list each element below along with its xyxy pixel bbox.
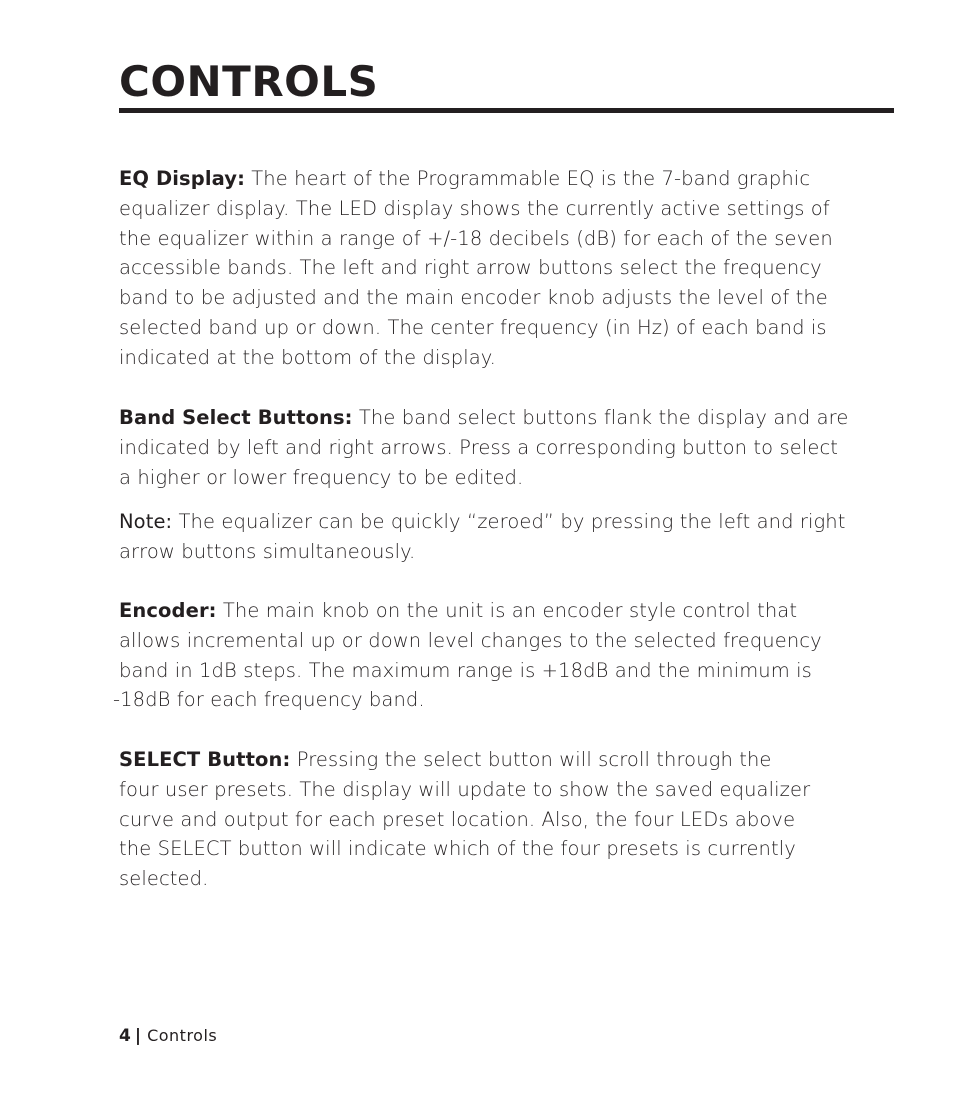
section-line <box>119 596 899 626</box>
section-text: -18dB for each frequency band. <box>113 688 425 712</box>
section-line <box>119 507 899 537</box>
section-text: a higher or lower frequency to be edited. <box>119 465 524 489</box>
section-label: Band Select Buttons: <box>119 406 353 429</box>
section-text: indicated at the bottom of the display. <box>119 345 496 369</box>
section-text: selected band up or down. The center frequency (in Hz) of each band is <box>119 315 827 339</box>
section-text: Pressing the select button will scroll through the <box>290 748 772 771</box>
section-text: The equalizer can be quickly “zeroed” by pressing the left and right <box>172 510 846 533</box>
page-number: 4 <box>119 1026 131 1046</box>
page-title: CONTROLS <box>119 57 379 106</box>
section-eq-display <box>119 164 899 373</box>
section-select-button <box>119 745 899 894</box>
section-label: Encoder: <box>119 599 217 622</box>
section-text: indicated by left and right arrows. Press a corresponding button to select <box>119 435 839 459</box>
section-text: The band select buttons flank the display and are <box>352 406 849 429</box>
section-text: curve and output for each preset location. Also, the four LEDs above <box>119 807 796 831</box>
section-encoder <box>113 596 899 715</box>
section-line <box>119 745 899 775</box>
section-text: arrow buttons simultaneously. <box>119 539 416 563</box>
section-text: the SELECT button will indicate which of the four presets is currently <box>119 837 796 861</box>
section-text: allows incremental up or down level changes to the selected frequency <box>119 628 822 652</box>
section-band-select <box>119 403 899 492</box>
section-text: the equalizer within a range of +/-18 decibels (dB) for each of the seven <box>119 226 833 250</box>
footer-section-name: Controls <box>147 1026 218 1045</box>
section-text: The main knob on the unit is an encoder style control that <box>216 599 798 622</box>
page-footer <box>119 1024 217 1048</box>
section-note <box>119 507 899 567</box>
section-text: The heart of the Programmable EQ is the 7-band graphic <box>244 167 811 190</box>
section-line <box>119 164 899 194</box>
title-rule <box>119 108 894 113</box>
section-line <box>119 403 899 433</box>
section-text: selected. <box>119 867 209 891</box>
section-text: accessible bands. The left and right arrow buttons select the frequency <box>119 256 822 280</box>
footer-separator: | <box>134 1026 142 1046</box>
section-text: four user presets. The display will update to show the saved equalizer <box>119 777 811 801</box>
section-text: band to be adjusted and the main encoder knob adjusts the level of the <box>119 286 828 310</box>
section-label: SELECT Button: <box>119 748 291 771</box>
section-text: band in 1dB steps. The maximum range is +18dB and the minimum is <box>119 658 812 682</box>
section-text: equalizer display. The LED display shows the currently active settings of <box>119 196 830 220</box>
section-label: Note: <box>119 510 173 533</box>
section-label: EQ Display: <box>119 167 245 190</box>
